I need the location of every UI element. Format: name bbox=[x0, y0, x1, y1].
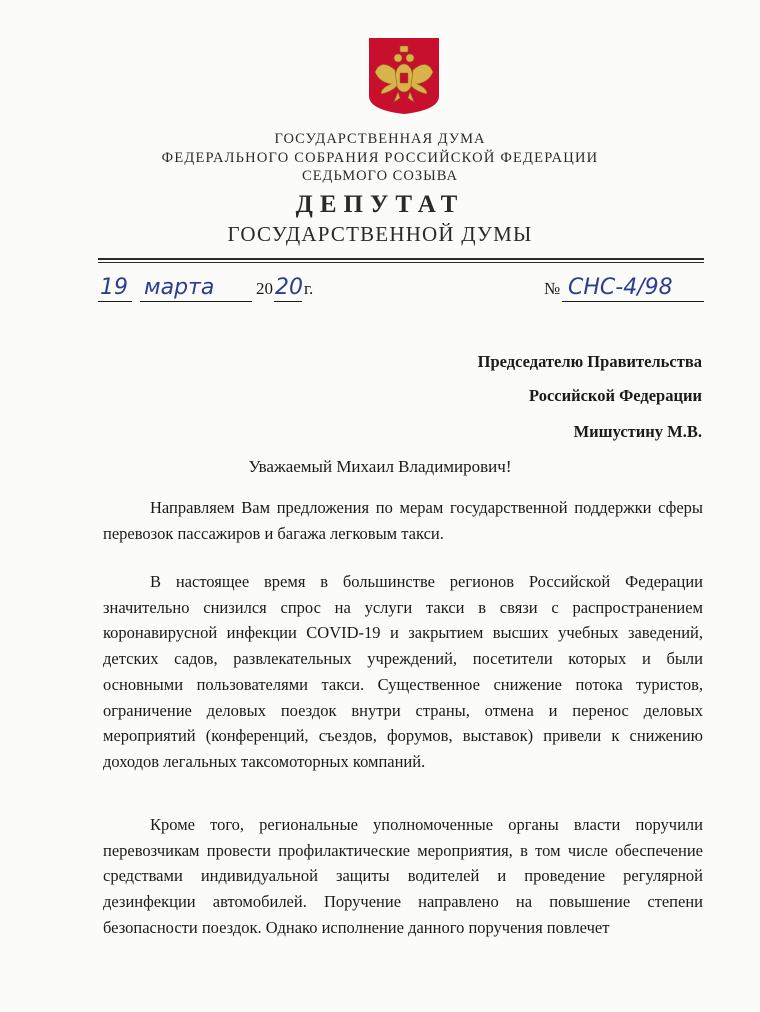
date-year-underline bbox=[274, 301, 302, 302]
date-number-row bbox=[98, 275, 704, 305]
header-line-2: ФЕДЕРАЛЬНОГО СОБРАНИЯ РОССИЙСКОЙ ФЕДЕРАЦИИ bbox=[161, 150, 599, 166]
header-line-3: СЕДЬМОГО СОЗЫВА bbox=[302, 168, 458, 184]
date-month: марта bbox=[144, 275, 215, 300]
paragraph-1: Направляем Вам предложения по мерам государственной поддержки сферы перевозок пассажиров и багажа легковым такси. bbox=[103, 498, 703, 543]
date-day: 19 bbox=[100, 275, 128, 300]
date-month-underline bbox=[140, 301, 252, 302]
greeting: Уважаемый Михаил Владимирович! bbox=[248, 457, 512, 476]
document-number: СНС-4/98 bbox=[568, 275, 673, 300]
letterhead-subtitle: ГОСУДАРСТВЕННОЙ ДУМЫ bbox=[227, 222, 533, 246]
number-label: № bbox=[544, 279, 561, 298]
recipient-line-1: Председателю Правительства bbox=[477, 352, 702, 371]
header-line-1: ГОСУДАРСТВЕННАЯ ДУМА bbox=[274, 131, 486, 147]
header-divider-thick bbox=[98, 258, 704, 260]
date-day-underline bbox=[98, 301, 132, 302]
date-year-mark: г. bbox=[304, 279, 314, 298]
paragraph-3: Кроме того, региональные уполномоченные органы власти поручили перевозчикам провести профилактические мероприятия, в том числе обеспечение средствами индивидуальной защиты водителей и проведение регулярной дезинфекции автомобилей. Поручение направлено на повышение степени безопасности поездок. Однако исполнение данного поручения повлечет bbox=[103, 815, 703, 937]
recipient-line-2: Российской Федерации bbox=[529, 386, 702, 405]
russian-coat-of-arms-icon bbox=[367, 36, 441, 116]
letterhead-title: ДЕПУТАТ bbox=[295, 191, 465, 218]
paragraph-2: В настоящее время в большинстве регионов Российской Федерации значительно снизился спрос на услуги такси в связи с распространением коронавирусной инфекции COVID-19 и закрытием высших учебных заведений, детских садов, развлекательных учреждений, посетители которых и были основными пользователями такси. Существенное снижение потока туристов, ограничение деловых поездок внутри страны, отмена и перенос деловых мероприятий (конференций, съездов, форумов, выставок) привели к снижению доходов легальных таксомоторных компаний. bbox=[103, 572, 703, 771]
number-underline bbox=[562, 301, 704, 302]
recipient-line-3: Мишустину М.В. bbox=[573, 422, 702, 441]
date-year-prefix: 20 bbox=[256, 279, 273, 298]
header-divider-thin bbox=[98, 262, 704, 263]
date-year-suffix: 20 bbox=[275, 275, 303, 300]
